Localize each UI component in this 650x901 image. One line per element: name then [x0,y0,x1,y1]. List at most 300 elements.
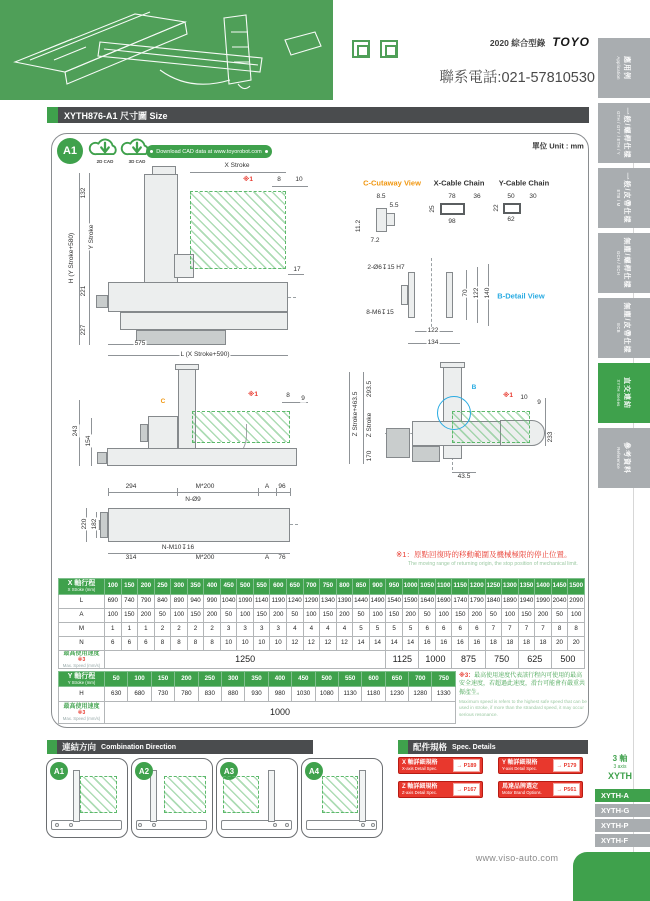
sidebar-tab-label-en: Reference [616,447,621,469]
stroke-value: 650 [385,672,408,687]
stroke-axis-zh: X 軸行程 [67,580,96,588]
spec-button-en: Y-axis Detail Spec. [502,765,537,771]
spec-button-1[interactable] [398,757,483,774]
note-1-en: The moving range of returning origin, the stop position of mechanical limit. [408,561,578,567]
combination-badge: A3 [220,762,238,780]
dim-233: 233 [546,431,554,443]
stroke-value: 600 [270,579,287,595]
combination-card-a1 [46,758,128,838]
row-label: L [59,595,105,609]
dim-9: 9 [537,398,541,406]
contact-phone: 聯系電話:021-57810530 [439,70,595,86]
series-tab-xyth-p[interactable]: XYTH-P [595,819,650,832]
spec-button-en: X-axis Detail Spec. [402,765,438,771]
stroke-value: 50 [105,672,128,687]
front-base-block [136,330,226,345]
spec-button-text [399,760,453,771]
cell-value: 3 [220,623,237,637]
max-speed-row [59,702,456,724]
stroke-value: 1100 [435,579,452,595]
variant-badge: A1 [57,138,83,164]
series-tab-xyth-a[interactable]: XYTH-A [595,789,650,802]
cell-value: 1240 [287,595,304,609]
stroke-value: 900 [369,579,386,595]
cell-value: 6 [105,637,122,651]
side-motion-range-hatch [192,411,290,443]
cell-value: 1180 [362,687,385,702]
sidebar-tab-6[interactable] [598,363,650,423]
combo-dot [273,823,277,827]
cell-value: 20 [568,637,585,651]
side-x-beam [107,448,297,466]
stroke-value: 650 [287,579,304,595]
b-detail-plate [446,272,453,318]
stroke-value: 750 [320,579,337,595]
cell-value: 18 [535,637,552,651]
y-stroke-table [58,671,456,723]
series-tab-xyth-f[interactable]: XYTH-F [595,834,650,847]
combo-hatch [322,776,358,813]
cell-value: 6 [121,637,138,651]
sidebar-tab-label-en: GCH / ECH [616,250,621,276]
dim-m200-top: M*200 [195,482,215,490]
cell-value: 5 [386,623,403,637]
cell-value: 7 [535,623,552,637]
cell-value: 18 [518,637,535,651]
green-accent-square [47,740,57,754]
sidebar-tab-label-en: GTH / GTY / ETH / Y [616,111,621,155]
note-3 [459,672,588,718]
hero-robot-image [0,0,333,100]
cell-value: 6 [419,623,436,637]
stroke-value: 100 [128,672,151,687]
cell-value: 1 [138,623,155,637]
cell-value: 780 [175,687,198,702]
stroke-axis-zh: Y 軸行程 [67,672,96,680]
table-row [59,637,585,651]
cell-value: 8 [551,623,568,637]
dim-y-stroke: Y Stroke [87,224,95,250]
cell-value: 18 [502,637,519,651]
cell-value: 830 [198,687,221,702]
cell-value: 150 [320,609,337,623]
front-x-beam-lower [120,312,288,330]
spec-button-2[interactable] [498,757,583,774]
stroke-value: 500 [237,579,254,595]
cell-value: 14 [386,637,403,651]
dim-22: 22 [492,204,500,212]
cell-value: 1 [121,623,138,637]
combination-direction-bar [47,740,313,754]
cell-value: 150 [121,609,138,623]
cell-value: 6 [469,623,486,637]
spec-button-page: → P179 [553,759,580,772]
dim-n-holes-top: N-Ø9 [185,495,201,503]
sidebar-tab-4[interactable] [598,233,650,293]
catalog-header [468,35,590,49]
row-label: A [59,609,105,623]
cell-value: 100 [171,609,188,623]
cell-value: 14 [353,637,370,651]
combo-dot [69,823,73,827]
cell-value: 200 [204,609,221,623]
cell-value: 200 [138,609,155,623]
cell-value: 1190 [270,595,287,609]
pill-dot [150,150,153,153]
stroke-value: 1350 [518,579,535,595]
dim-holes-top: 2-Ø6↧15 H7 [367,263,405,271]
dim-96: 96 [278,482,286,490]
dim-575: 575 [134,339,146,347]
stroke-value: 150 [151,672,174,687]
cell-value: 1990 [535,595,552,609]
cell-value: 1490 [369,595,386,609]
note-3-en: Maximum speed is refers to the highest safe speed that can be used in stroke, if more than the strandard speed, it may occur serious resonance. [459,699,587,717]
dim-182: 182 [90,518,98,530]
cell-value: 100 [568,609,585,623]
b-detail-view-title: B-Detail View [497,291,545,301]
cell-value: 4 [287,623,304,637]
cell-value: 5 [353,623,370,637]
stroke-value: 250 [154,579,171,595]
combo-column [359,770,366,822]
cell-value: 8 [204,637,221,651]
cell-value: 1890 [502,595,519,609]
cell-value: 50 [154,609,171,623]
sidebar-tab-5[interactable] [598,298,650,358]
spec-title-zh: 配件規格 [413,742,448,752]
stroke-value: 200 [138,579,155,595]
dim-10: 10 [295,175,303,183]
sidebar-tab-label-zh: 無塵/螺桿仕樣 [623,237,630,289]
cell-value: 740 [121,595,138,609]
sidebar-tab-label-en: ETB / M [616,189,621,207]
combination-badge: A1 [50,762,68,780]
series-family: XYTH [607,771,632,781]
cell-value: 7 [518,623,535,637]
max-speed-value: 625 [518,651,551,669]
spec-button-en: Motor Brand Options. [502,789,542,795]
note-1-zh: ※1：原點回復時的移動範圍及機械極限的停止位置。 [396,550,572,559]
front-motor-stub [96,295,108,308]
cell-value: 2 [171,623,188,637]
cell-value: 14 [402,637,419,651]
download-cad-button[interactable] [146,145,272,158]
spec-button-page: → P561 [553,783,580,796]
spec-button-4[interactable] [498,781,583,798]
cutaway-ref-c: C [160,397,166,405]
stroke-value: 150 [121,579,138,595]
sidebar-tab-7[interactable] [598,428,650,488]
b-detail-plate [401,285,408,305]
cell-value: 100 [369,609,386,623]
dim-76: 76 [278,553,286,561]
stroke-value: 1050 [419,579,436,595]
cell-value: 4 [303,623,320,637]
cell-value: 1390 [336,595,353,609]
dim-25: 25 [428,205,436,213]
spec-title-en: Spec. Details [452,743,496,751]
cell-value: 1090 [237,595,254,609]
cell-value: 3 [253,623,270,637]
combo-dot [138,823,142,827]
spec-button-page: → P167 [453,783,480,796]
plan-end-cap [100,512,108,538]
sidebar-tab-2[interactable] [598,103,650,163]
cell-value: 1230 [385,687,408,702]
spec-button-3[interactable] [398,781,483,798]
cell-value: 8 [568,623,585,637]
cell-value: 6 [435,623,452,637]
x-cable-chain-title: X-Cable Chain [433,178,485,188]
dim-70: 70 [461,289,469,297]
cell-value: 150 [253,609,270,623]
stroke-value: 450 [220,579,237,595]
front-x-beam [108,282,288,312]
max-speed-row [59,651,585,669]
cell-value: 150 [187,609,204,623]
stroke-value: 800 [336,579,353,595]
dim-132: 132 [79,187,87,199]
row-label: M [59,623,105,637]
stroke-value: 700 [409,672,432,687]
dim-holes-bottom: 8-M6↧15 [366,308,394,316]
cell-value: 890 [171,595,188,609]
x-stroke-table [58,578,585,666]
footer-url[interactable]: www.viso-auto.com [475,853,559,863]
side-carriage-attach [140,424,148,442]
stroke-value: 1300 [502,579,519,595]
dim-8: 8 [277,175,281,183]
spec-button-zh: Z 軸詳細規格 [402,783,438,790]
cell-value: 150 [386,609,403,623]
spec-button-zh: 馬達品牌選定 [502,783,539,790]
sidebar-tab-label [616,303,632,354]
cell-value: 3 [270,623,287,637]
combo-base [51,820,122,830]
cell-value: 1290 [303,595,320,609]
cell-value: 1040 [220,595,237,609]
cell-value: 10 [220,637,237,651]
cell-value: 10 [237,637,254,651]
combination-card-a3 [216,758,298,838]
combo-column [268,770,275,822]
dim-9: 9 [301,394,305,402]
ref-note-1: ※1 [243,175,253,183]
stroke-value: 1150 [452,579,469,595]
series-tab-xyth-g[interactable]: XYTH-G [595,804,650,817]
cell-value: 50 [551,609,568,623]
sidebar-tab-3[interactable] [598,168,650,228]
sidebar-tab-label-zh: 無塵/皮帶仕樣 [623,302,630,354]
stroke-value: 700 [303,579,320,595]
dim-8_5: 8.5 [376,192,386,200]
combo-column [150,770,157,822]
spec-button-zh: Y 軸詳細規格 [502,759,538,766]
cell-value: 990 [204,595,221,609]
stroke-value: 600 [362,672,385,687]
sidebar-tab-label [616,377,632,409]
side-motor-stub [97,452,107,464]
stroke-value: 850 [353,579,370,595]
stroke-axis-en: X Stroke (mm) [67,587,96,593]
dim-78: 78 [448,192,456,200]
cell-value: 1440 [353,595,370,609]
cell-value: 2 [154,623,171,637]
dim-z-stroke: Z Stroke [365,412,373,438]
max-speed-label [59,651,105,669]
sidebar-tab-label-en: XYTH Series [616,379,621,407]
spec-button-text [499,784,553,795]
cell-value: 930 [245,687,268,702]
spec-table [58,671,456,724]
cell-value: 200 [402,609,419,623]
stroke-value: 1200 [469,579,486,595]
combo-dot [152,823,156,827]
series-axis-zh: 3 軸 [612,754,628,763]
dim-221: 221 [79,285,87,297]
max-speed-value: 1250 [105,651,386,669]
cell-value: 1340 [320,595,337,609]
cad-3d-label: 3D CAD [128,159,146,164]
max-speed-value: 500 [551,651,584,669]
max-speed-label [59,702,105,724]
dim-l-formula: L (X Stroke+590) [180,350,230,358]
stroke-axis-header [59,672,105,687]
stroke-header-row [59,579,585,595]
cell-value: 8 [154,637,171,651]
combination-card-a2 [131,758,213,838]
stroke-value: 450 [292,672,315,687]
dim-17: 17 [293,265,301,273]
sidebar-tab-label-en: Application [616,56,621,80]
page-title: XYTH876-A1 尺寸圖 Size [64,110,168,121]
stroke-header-row [59,672,456,687]
combination-badge: A4 [305,762,323,780]
cell-value: 14 [369,637,386,651]
max-speed-label-zh: 最高使用速度 ※3 [63,703,100,716]
sidebar-tab-label-zh: 參考資料 [623,442,630,474]
stroke-value: 250 [198,672,221,687]
spec-button-zh: X 軸詳細規格 [402,759,438,766]
cell-value: 1940 [518,595,535,609]
corner-decoration [573,852,650,901]
max-speed-value: 875 [452,651,485,669]
cell-value: 1690 [435,595,452,609]
combo-dot [361,823,365,827]
dim-293_5: 293.5 [365,380,373,398]
stroke-value: 950 [386,579,403,595]
cad-2d-download-icon[interactable] [88,134,122,159]
row-label: N [59,637,105,651]
stroke-value: 750 [432,672,456,687]
pill-dot [265,150,268,153]
stroke-value: 350 [187,579,204,595]
dim-36: 36 [473,192,481,200]
dim-11_2: 11.2 [354,219,362,233]
cell-value: 630 [105,687,128,702]
b-detail-marker-circle [437,396,471,430]
table-row [59,609,585,623]
cell-value: 1030 [292,687,315,702]
dim-314: 314 [125,553,137,561]
cell-value: 50 [287,609,304,623]
cell-value: 18 [485,637,502,651]
combo-base [136,820,207,830]
cell-value: 20 [551,637,568,651]
table-row [59,595,585,609]
cell-value: 16 [452,637,469,651]
stroke-axis-header [59,579,105,595]
dim-227: 227 [79,324,87,336]
dim-122-h: 122 [427,326,439,334]
series-header [593,753,647,781]
dim-5_5: 5.5 [389,201,399,209]
cell-value: 1080 [315,687,338,702]
combo-column [73,770,80,822]
sidebar-tab-label [616,108,632,159]
combo-hatch [164,776,206,813]
stroke-value: 550 [338,672,361,687]
cell-value: 6 [452,623,469,637]
cell-value: 4 [320,623,337,637]
b-detail-marker-label: B [471,383,477,391]
cell-value: 1540 [386,595,403,609]
ref-note-1: ※1 [503,391,513,399]
dim-140: 140 [483,287,491,299]
combination-title-zh: 連結方向 [62,742,97,752]
sidebar-tab-label [616,173,632,224]
catalog-year-title: 2020 綜合型錄 [489,38,546,48]
cell-value: 12 [320,637,337,651]
sidebar-tab-1[interactable] [598,38,650,98]
stroke-value: 550 [253,579,270,595]
note-1 [396,550,592,567]
row-label: H [59,687,105,702]
combo-dot [371,823,375,827]
cell-value: 8 [187,637,204,651]
combo-hatch [80,776,117,813]
max-speed-ref: ※3 [77,709,86,716]
cell-value: 1590 [402,595,419,609]
stroke-value: 350 [245,672,268,687]
dim-43_5: 43.5 [457,472,471,480]
stroke-value: 1450 [551,579,568,595]
cell-value: 100 [502,609,519,623]
top-motor-block [412,446,440,462]
sidebar-tab-label [616,56,632,80]
stroke-value: 400 [204,579,221,595]
dim-h-formula: H (Y Stroke+580) [67,232,75,284]
sidebar-tab-label-zh: 一般/螺桿仕樣 [623,107,630,159]
green-accent-square [47,107,58,123]
cell-value: 100 [435,609,452,623]
max-speed-label-en: Max. Speed (mm/s) [62,663,101,668]
cell-value: 980 [268,687,291,702]
note-3-mark: ※3： [459,673,475,679]
side-carriage [148,416,178,450]
cell-value: 12 [336,637,353,651]
y-cable-chain-title: Y-Cable Chain [498,178,550,188]
dim-8: 8 [286,391,290,399]
dim-n-holes-bottom: N-M10↧16 [161,543,195,551]
stroke-value: 1250 [485,579,502,595]
combo-dot [55,823,59,827]
cell-value: 8 [171,637,188,651]
cell-value: 940 [187,595,204,609]
top-motor-block [386,428,410,458]
x-chain-section [440,203,465,215]
